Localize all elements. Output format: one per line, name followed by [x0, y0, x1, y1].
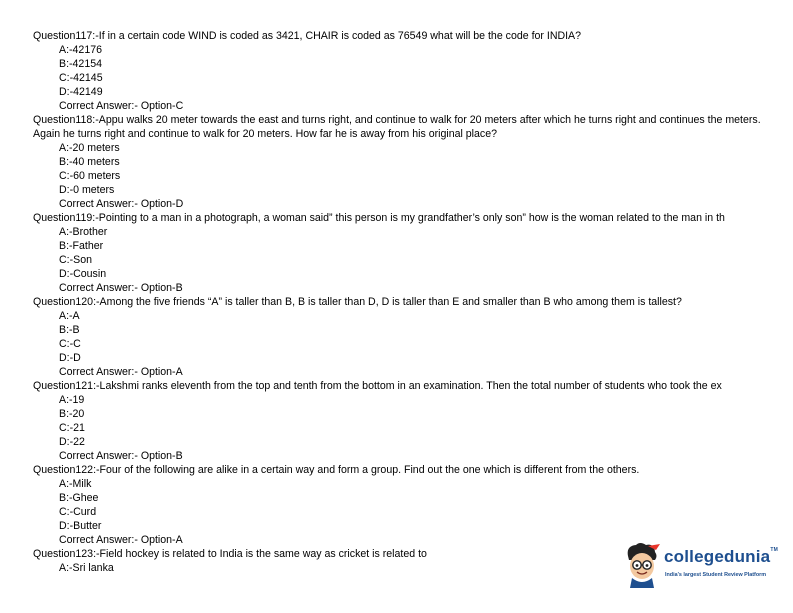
answer-option: A:-42176: [59, 44, 102, 56]
answer-option: B:-40 meters: [59, 156, 120, 168]
correct-answer: Correct Answer:- Option-B: [59, 450, 183, 462]
answer-option: D:-42149: [59, 86, 103, 98]
question-text: Question121:-Lakshmi ranks eleventh from the top and tenth from the bottom in an examination. Then the total number of students who took the ex: [33, 380, 722, 392]
answer-option: C:-60 meters: [59, 170, 121, 182]
correct-answer: Correct Answer:- Option-A: [59, 366, 183, 378]
brand-tagline: India's largest Student Review Platform: [665, 572, 767, 578]
question-text: Question119:-Pointing to a man in a photograph, a woman said” this person is my grandfather’s only son” how is the woman related to the man in th: [33, 212, 725, 224]
question-document: [33, 29, 768, 575]
answer-option: A:-19: [59, 394, 85, 406]
answer-option: A:-20 meters: [59, 142, 120, 154]
answer-option: C:-C: [59, 338, 81, 350]
answer-option: D:-Butter: [59, 520, 102, 532]
answer-option: A:-A: [59, 310, 80, 322]
question-text: Question122:-Four of the following are alike in a certain way and form a group. Find out the one which is different from the others.: [33, 464, 640, 476]
answer-option: C:-42145: [59, 72, 103, 84]
question-text: Question123:-Field hockey is related to India is the same way as cricket is related to: [33, 548, 427, 560]
collegedunia-logo: [620, 540, 785, 590]
answer-option: B:-B: [59, 324, 80, 336]
answer-option: D:-Cousin: [59, 268, 107, 280]
answer-option: A:-Brother: [59, 226, 108, 238]
answer-option: B:-20: [59, 408, 85, 420]
brand-name: collegedunia™: [664, 547, 778, 566]
question-text: Question117:-If in a certain code WIND is coded as 3421, CHAIR is coded as 76549 what will be the code for INDIA?: [33, 30, 582, 42]
answer-option: B:-Father: [59, 240, 104, 252]
answer-option: A:-Sri lanka: [59, 562, 114, 574]
answer-option: D:-0 meters: [59, 184, 115, 196]
correct-answer: Correct Answer:- Option-A: [59, 534, 183, 546]
answer-option: B:-42154: [59, 58, 102, 70]
mascot-icon: [620, 540, 664, 590]
answer-option: C:-21: [59, 422, 85, 434]
answer-option: A:-Milk: [59, 478, 92, 490]
question-text: Question118:-Appu walks 20 meter towards the east and turns right, and continue to walk for 20 meters after which he turns right and continues the meters. Again he turns right and continue to walk for 20 meters. How far he is away from his original place?: [33, 114, 761, 140]
answer-option: B:-Ghee: [59, 492, 99, 504]
question-text: Question120:-Among the five friends “A” is taller than B, B is taller than D, D is taller than E and smaller than B who among them is tallest?: [33, 296, 682, 308]
correct-answer: Correct Answer:- Option-C: [59, 100, 184, 112]
answer-option: C:-Son: [59, 254, 92, 266]
correct-answer: Correct Answer:- Option-B: [59, 282, 183, 294]
answer-option: C:-Curd: [59, 506, 97, 518]
correct-answer: Correct Answer:- Option-D: [59, 198, 184, 210]
answer-option: D:-22: [59, 436, 85, 448]
answer-option: D:-D: [59, 352, 81, 364]
